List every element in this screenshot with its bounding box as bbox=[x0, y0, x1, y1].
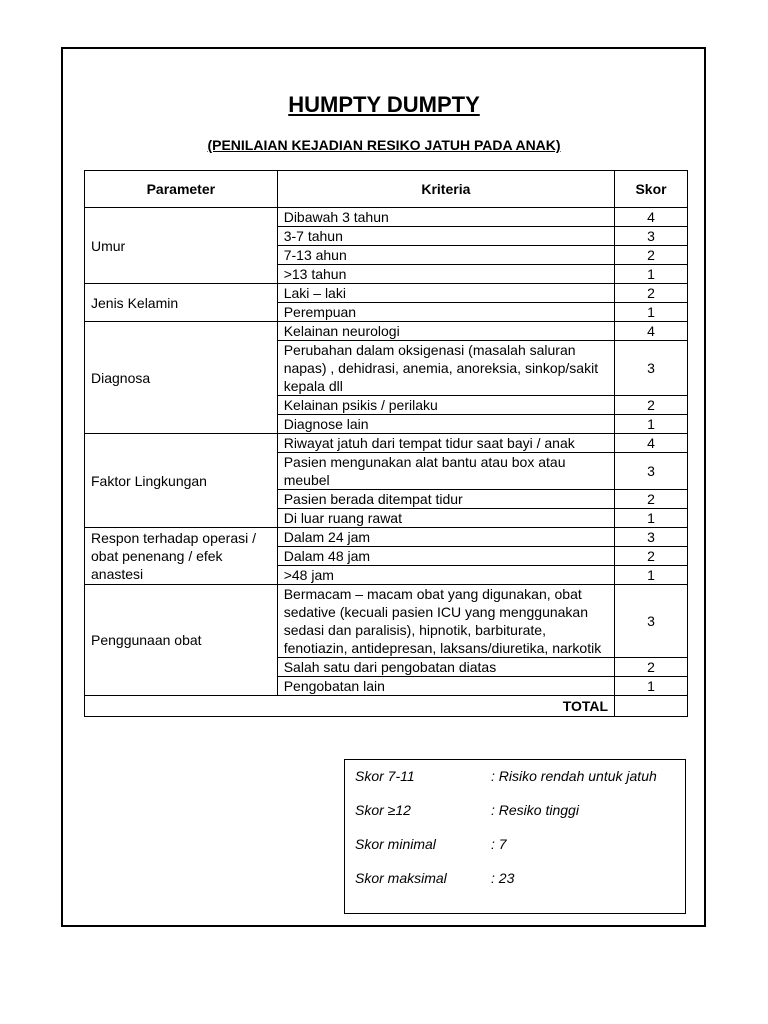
kriteria-cell: Diagnose lain bbox=[277, 415, 614, 434]
kriteria-cell: >13 tahun bbox=[277, 265, 614, 284]
skor-cell: 4 bbox=[615, 322, 688, 341]
skor-cell: 3 bbox=[615, 227, 688, 246]
legend-value: : 23 bbox=[491, 870, 515, 886]
skor-cell: 3 bbox=[615, 585, 688, 658]
table-row bbox=[85, 208, 688, 227]
skor-cell: 1 bbox=[615, 566, 688, 585]
table-header-row bbox=[85, 171, 688, 208]
skor-cell: 2 bbox=[615, 396, 688, 415]
skor-cell: 2 bbox=[615, 547, 688, 566]
kriteria-cell: Dalam 48 jam bbox=[277, 547, 614, 566]
parameter-cell: Penggunaan obat bbox=[85, 585, 278, 696]
total-label: TOTAL bbox=[85, 696, 615, 717]
skor-cell: 1 bbox=[615, 415, 688, 434]
kriteria-cell: Riwayat jatuh dari tempat tidur saat bayi / anak bbox=[277, 434, 614, 453]
kriteria-cell: Di luar ruang rawat bbox=[277, 509, 614, 528]
skor-cell: 2 bbox=[615, 284, 688, 303]
legend-key: Skor maksimal bbox=[355, 870, 447, 886]
table-row bbox=[85, 322, 688, 341]
kriteria-cell: 7-13 ahun bbox=[277, 246, 614, 265]
legend-key: Skor minimal bbox=[355, 836, 436, 852]
kriteria-cell: Salah satu dari pengobatan diatas bbox=[277, 658, 614, 677]
skor-cell: 1 bbox=[615, 509, 688, 528]
legend-value: : 7 bbox=[491, 836, 507, 852]
parameter-cell: Faktor Lingkungan bbox=[85, 434, 278, 528]
score-legend bbox=[344, 759, 686, 914]
kriteria-cell: Bermacam – macam obat yang digunakan, obat sedative (kecuali pasien ICU yang menggunakan sedasi dan paralisis), hipnotik, barbiturate, fenotiazin, antidepresan, laksans/diuretika, narkotik bbox=[277, 585, 614, 658]
parameter-cell: Jenis Kelamin bbox=[85, 284, 278, 322]
table-row bbox=[85, 284, 688, 303]
skor-cell: 4 bbox=[615, 208, 688, 227]
table-body bbox=[85, 208, 688, 696]
skor-cell: 3 bbox=[615, 341, 688, 396]
header-kriteria: Kriteria bbox=[277, 171, 614, 208]
skor-cell: 4 bbox=[615, 434, 688, 453]
kriteria-cell: Pengobatan lain bbox=[277, 677, 614, 696]
score-table bbox=[84, 170, 688, 717]
kriteria-cell: Pasien berada ditempat tidur bbox=[277, 490, 614, 509]
kriteria-cell: Kelainan neurologi bbox=[277, 322, 614, 341]
legend-value: : Risiko rendah untuk jatuh bbox=[491, 768, 657, 784]
kriteria-cell: Laki – laki bbox=[277, 284, 614, 303]
total-row bbox=[85, 696, 688, 717]
skor-cell: 1 bbox=[615, 303, 688, 322]
parameter-cell: Diagnosa bbox=[85, 322, 278, 434]
skor-cell: 3 bbox=[615, 453, 688, 490]
kriteria-cell: Dalam 24 jam bbox=[277, 528, 614, 547]
table-row bbox=[85, 585, 688, 658]
kriteria-cell: >48 jam bbox=[277, 566, 614, 585]
skor-cell: 3 bbox=[615, 528, 688, 547]
page-title: HUMPTY DUMPTY bbox=[288, 92, 480, 117]
header-skor: Skor bbox=[615, 171, 688, 208]
legend-key: Skor 7-11 bbox=[355, 768, 415, 784]
skor-cell: 2 bbox=[615, 658, 688, 677]
header-parameter: Parameter bbox=[85, 171, 278, 208]
kriteria-cell: Kelainan psikis / perilaku bbox=[277, 396, 614, 415]
legend-key: Skor ≥12 bbox=[355, 802, 411, 818]
skor-cell: 2 bbox=[615, 490, 688, 509]
skor-cell: 1 bbox=[615, 677, 688, 696]
parameter-cell: Umur bbox=[85, 208, 278, 284]
table-row bbox=[85, 528, 688, 547]
skor-cell: 2 bbox=[615, 246, 688, 265]
parameter-cell: Respon terhadap operasi / obat penenang / efek anastesi bbox=[85, 528, 278, 585]
kriteria-cell: 3-7 tahun bbox=[277, 227, 614, 246]
legend-value: : Resiko tinggi bbox=[491, 802, 579, 818]
kriteria-cell: Perubahan dalam oksigenasi (masalah saluran napas) , dehidrasi, anemia, anoreksia, sinkop/sakit kepala dll bbox=[277, 341, 614, 396]
table-row bbox=[85, 434, 688, 453]
skor-cell: 1 bbox=[615, 265, 688, 284]
kriteria-cell: Dibawah 3 tahun bbox=[277, 208, 614, 227]
total-value bbox=[615, 696, 688, 717]
kriteria-cell: Pasien mengunakan alat bantu atau box atau meubel bbox=[277, 453, 614, 490]
page-subtitle: (PENILAIAN KEJADIAN RESIKO JATUH PADA ANAK) bbox=[207, 137, 561, 153]
kriteria-cell: Perempuan bbox=[277, 303, 614, 322]
